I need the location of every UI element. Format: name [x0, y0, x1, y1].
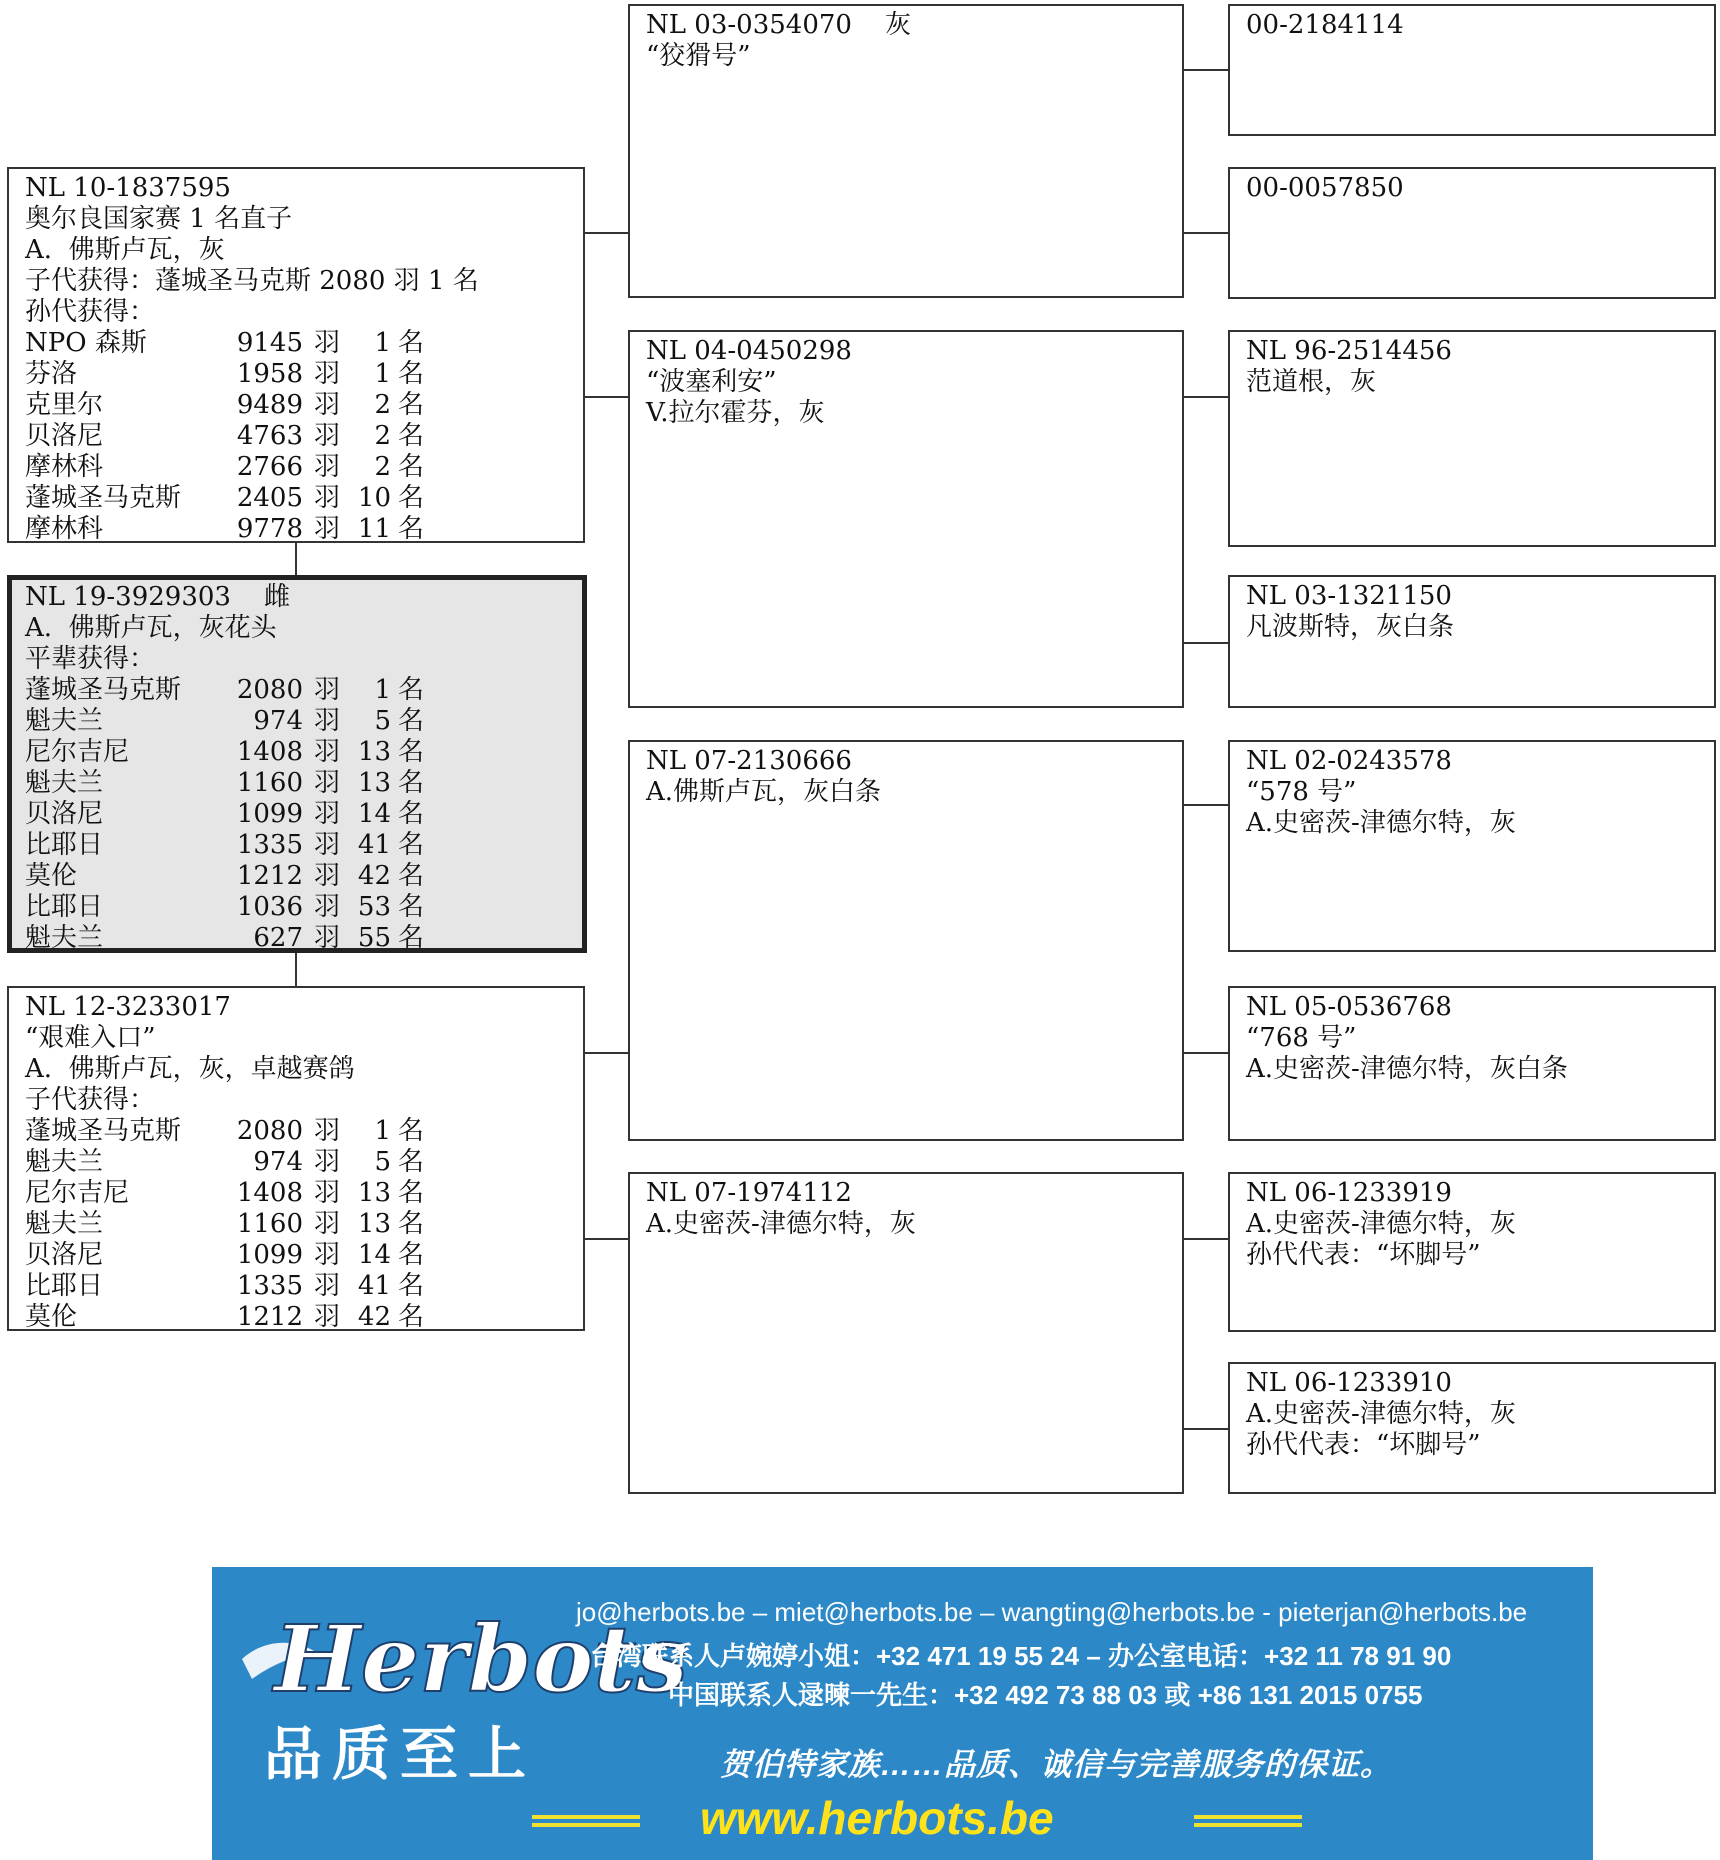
- result-location: 魁夫兰: [25, 706, 104, 736]
- card-line: A.史密茨-津德尔特，灰白条: [1246, 1054, 1568, 1084]
- result-location: 尼尔吉尼: [25, 737, 130, 767]
- result-suffix: 名: [397, 421, 424, 451]
- result-unit: 羽: [313, 892, 340, 922]
- result-row: [25, 1302, 569, 1333]
- result-suffix: 名: [397, 830, 424, 860]
- result-suffix: 名: [397, 675, 424, 705]
- connector: [1182, 642, 1228, 644]
- result-rank: 10: [357, 483, 391, 513]
- result-rank: 41: [357, 830, 391, 860]
- result-birds: 1160: [236, 768, 303, 798]
- great-grandparent-card: [1228, 330, 1716, 547]
- result-row: [25, 1178, 569, 1209]
- dam-ring: NL 12-3233017: [25, 992, 231, 1022]
- result-location: 摩林科: [25, 452, 104, 482]
- result-suffix: 名: [397, 1178, 424, 1208]
- dam-info-line: 子代获得：: [25, 1085, 156, 1115]
- dam-results: [25, 1116, 569, 1333]
- sire-info-line: 子代获得：蓬城圣马克斯 2080 羽 1 名: [25, 266, 479, 296]
- result-rank: 41: [357, 1271, 391, 1301]
- result-location: 比耶日: [25, 830, 104, 860]
- result-birds: 627: [253, 923, 303, 953]
- result-location: 蓬城圣马克斯: [25, 483, 182, 513]
- website-link[interactable]: www.herbots.be: [700, 1792, 1054, 1844]
- result-unit: 羽: [313, 706, 340, 736]
- result-suffix: 名: [397, 452, 424, 482]
- dam-card: [7, 986, 585, 1331]
- result-birds: 1408: [236, 1178, 303, 1208]
- result-row: [25, 830, 570, 861]
- result-unit: 羽: [313, 1178, 340, 1208]
- result-birds: 2766: [236, 452, 303, 482]
- logo-text: Herbots: [274, 1605, 688, 1713]
- card-line: NL 96-2514456: [1246, 336, 1452, 366]
- result-location: 贝洛尼: [25, 421, 104, 451]
- card-line: 孙代代表：“坏脚号”: [1246, 1240, 1481, 1270]
- card-line: NL 07-2130666: [646, 746, 852, 776]
- card-line: 孙代代表：“坏脚号”: [1246, 1430, 1481, 1460]
- result-birds: 1335: [236, 1271, 303, 1301]
- result-row: [25, 328, 569, 359]
- result-suffix: 名: [397, 768, 424, 798]
- great-grandparent-card: [1228, 1362, 1716, 1494]
- result-rank: 13: [357, 768, 391, 798]
- result-rank: 1: [374, 1116, 391, 1146]
- result-rank: 53: [357, 892, 391, 922]
- connector: [584, 396, 628, 398]
- great-grandparent-card: [1228, 4, 1716, 136]
- card-line: A.佛斯卢瓦，灰白条: [646, 777, 882, 807]
- sire-info-line: 孙代获得：: [25, 297, 156, 327]
- result-location: 魁夫兰: [25, 1147, 104, 1177]
- result-suffix: 名: [397, 737, 424, 767]
- result-location: NPO 森斯: [25, 328, 147, 358]
- result-location: 比耶日: [25, 892, 104, 922]
- result-unit: 羽: [313, 675, 340, 705]
- card-line: NL 05-0536768: [1246, 992, 1452, 1022]
- result-location: 魁夫兰: [25, 923, 104, 953]
- result-location: 芬洛: [25, 359, 78, 389]
- result-rank: 55: [357, 923, 391, 953]
- decor-line: [1194, 1823, 1302, 1827]
- decor-line: [532, 1815, 640, 1819]
- result-unit: 羽: [313, 830, 340, 860]
- card-line: NL 03-0354070 灰: [646, 10, 912, 40]
- result-row: [25, 1116, 569, 1147]
- decor-line: [1194, 1815, 1302, 1819]
- result-rank: 1: [374, 359, 391, 389]
- subject-card: [7, 575, 587, 953]
- result-unit: 羽: [313, 390, 340, 420]
- connector: [1182, 1428, 1228, 1430]
- great-grandparent-card: [1228, 167, 1716, 299]
- result-unit: 羽: [313, 1240, 340, 1270]
- result-suffix: 名: [397, 1271, 424, 1301]
- grandparent-card: [628, 330, 1184, 708]
- result-location: 魁夫兰: [25, 1209, 104, 1239]
- connector: [584, 232, 628, 234]
- card-line: “768 号”: [1246, 1023, 1357, 1053]
- card-line: NL 04-0450298: [646, 336, 852, 366]
- card-line: “狡猾号”: [646, 41, 751, 71]
- result-unit: 羽: [313, 768, 340, 798]
- result-row: [25, 359, 569, 390]
- result-location: 克里尔: [25, 390, 104, 420]
- connector: [295, 542, 297, 576]
- card-line: A.史密茨-津德尔特，灰: [646, 1209, 916, 1239]
- result-suffix: 名: [397, 1209, 424, 1239]
- result-rank: 5: [374, 1147, 391, 1177]
- result-row: [25, 1147, 569, 1178]
- sire-info-line: A. 佛斯卢瓦，灰: [25, 235, 225, 265]
- contact-emails: jo@herbots.be – miet@herbots.be – wangting@herbots.be - pieterjan@herbots.be: [576, 1597, 1528, 1627]
- result-suffix: 名: [397, 359, 424, 389]
- card-line: V.拉尔霍芬，灰: [646, 398, 825, 428]
- result-row: [25, 675, 570, 706]
- result-rank: 2: [374, 421, 391, 451]
- result-row: [25, 1271, 569, 1302]
- sire-card: [7, 167, 585, 543]
- result-birds: 1099: [236, 1240, 303, 1270]
- result-unit: 羽: [313, 1147, 340, 1177]
- sire-info-line: 奥尔良国家赛 1 名直子: [25, 204, 293, 234]
- result-row: [25, 452, 569, 483]
- result-unit: 羽: [313, 452, 340, 482]
- result-location: 比耶日: [25, 1271, 104, 1301]
- subject-heading: 平辈获得：: [25, 644, 156, 674]
- connector: [295, 952, 297, 986]
- card-line: 00-2184114: [1246, 10, 1404, 40]
- result-location: 贝洛尼: [25, 799, 104, 829]
- card-line: A.史密茨-津德尔特，灰: [1246, 1399, 1516, 1429]
- result-unit: 羽: [313, 328, 340, 358]
- result-location: 贝洛尼: [25, 1240, 104, 1270]
- result-rank: 42: [357, 1302, 391, 1332]
- card-line: “波塞利安”: [646, 367, 777, 397]
- result-suffix: 名: [397, 1302, 424, 1332]
- connector: [1182, 69, 1228, 71]
- card-line: A.史密茨-津德尔特，灰: [1246, 808, 1516, 838]
- connector: [1182, 1052, 1228, 1054]
- result-suffix: 名: [397, 390, 424, 420]
- card-line: NL 06-1233910: [1246, 1368, 1452, 1398]
- result-row: [25, 737, 570, 768]
- result-unit: 羽: [313, 514, 340, 544]
- great-grandparent-card: [1228, 575, 1716, 708]
- result-unit: 羽: [313, 1116, 340, 1146]
- grandparent-card: [628, 4, 1184, 298]
- connector: [584, 1052, 628, 1054]
- connector: [1182, 1238, 1228, 1240]
- result-rank: 1: [374, 675, 391, 705]
- result-unit: 羽: [313, 1271, 340, 1301]
- result-row: [25, 514, 569, 545]
- result-birds: 1036: [236, 892, 303, 922]
- result-unit: 羽: [313, 1302, 340, 1332]
- result-unit: 羽: [313, 1209, 340, 1239]
- result-rank: 2: [374, 390, 391, 420]
- result-suffix: 名: [397, 483, 424, 513]
- herbots-banner: [212, 1567, 1593, 1860]
- result-suffix: 名: [397, 706, 424, 736]
- dam-info-line: A. 佛斯卢瓦，灰，卓越赛鸽: [25, 1054, 355, 1084]
- result-rank: 2: [374, 452, 391, 482]
- result-suffix: 名: [397, 799, 424, 829]
- card-line: A.史密茨-津德尔特，灰: [1246, 1209, 1516, 1239]
- result-row: [25, 483, 569, 514]
- result-location: 尼尔吉尼: [25, 1178, 130, 1208]
- result-row: [25, 1209, 569, 1240]
- card-line: “578 号”: [1246, 777, 1357, 807]
- great-grandparent-card: [1228, 740, 1716, 952]
- result-suffix: 名: [397, 328, 424, 358]
- result-location: 魁夫兰: [25, 768, 104, 798]
- connector: [584, 1238, 628, 1240]
- result-birds: 4763: [236, 421, 303, 451]
- result-birds: 1099: [236, 799, 303, 829]
- result-unit: 羽: [313, 861, 340, 891]
- result-rank: 1: [374, 328, 391, 358]
- result-row: [25, 706, 570, 737]
- result-unit: 羽: [313, 799, 340, 829]
- result-birds: 974: [253, 706, 303, 736]
- great-grandparent-card: [1228, 986, 1716, 1141]
- result-birds: 9145: [236, 328, 303, 358]
- result-birds: 9778: [236, 514, 303, 544]
- sire-ring: NL 10-1837595: [25, 173, 231, 203]
- result-rank: 13: [357, 737, 391, 767]
- result-rank: 11: [357, 514, 391, 544]
- decor-line: [532, 1823, 640, 1827]
- card-line: NL 07-1974112: [646, 1178, 852, 1208]
- subject-sex: 雌: [264, 582, 291, 612]
- grandparent-card: [628, 740, 1184, 1141]
- result-birds: 1160: [236, 1209, 303, 1239]
- result-rank: 13: [357, 1209, 391, 1239]
- sire-results: [25, 328, 569, 545]
- contact-china: 中国联系人逯暕一先生：+32 492 73 88 03 或 +86 131 2015 0755: [668, 1680, 1423, 1710]
- result-unit: 羽: [313, 737, 340, 767]
- result-unit: 羽: [313, 421, 340, 451]
- result-birds: 9489: [236, 390, 303, 420]
- result-location: 蓬城圣马克斯: [25, 1116, 182, 1146]
- result-suffix: 名: [397, 1147, 424, 1177]
- card-line: NL 02-0243578: [1246, 746, 1452, 776]
- subject-ring: NL 19-3929303: [25, 582, 231, 612]
- subject-ring-line: [25, 582, 570, 613]
- result-birds: 974: [253, 1147, 303, 1177]
- card-line: 凡波斯特，灰白条: [1246, 612, 1455, 642]
- result-suffix: 名: [397, 923, 424, 953]
- tagline: 贺伯特家族……品质、诚信与完善服务的保证。: [720, 1747, 1392, 1782]
- result-birds: 1335: [236, 830, 303, 860]
- result-location: 莫伦: [25, 1302, 78, 1332]
- result-row: [25, 861, 570, 892]
- contact-taiwan: 台湾联系人卢婉婷小姐：+32 471 19 55 24 – 办公室电话：+32 11 78 91 90: [590, 1641, 1452, 1671]
- dam-info-line: “艰难入口”: [25, 1023, 156, 1053]
- subject-breeder: A. 佛斯卢瓦，灰花头: [25, 613, 277, 643]
- result-row: [25, 768, 570, 799]
- result-location: 蓬城圣马克斯: [25, 675, 182, 705]
- result-row: [25, 799, 570, 830]
- result-location: 摩林科: [25, 514, 104, 544]
- result-suffix: 名: [397, 1116, 424, 1146]
- connector: [1182, 396, 1228, 398]
- result-birds: 1408: [236, 737, 303, 767]
- card-line: NL 06-1233919: [1246, 1178, 1452, 1208]
- result-row: [25, 892, 570, 923]
- result-suffix: 名: [397, 892, 424, 922]
- result-suffix: 名: [397, 514, 424, 544]
- card-line: 范道根，灰: [1246, 367, 1377, 397]
- result-suffix: 名: [397, 861, 424, 891]
- result-row: [25, 390, 569, 421]
- result-unit: 羽: [313, 359, 340, 389]
- result-birds: 1212: [236, 1302, 303, 1332]
- result-birds: 1212: [236, 861, 303, 891]
- connector: [1182, 232, 1228, 234]
- result-rank: 42: [357, 861, 391, 891]
- result-row: [25, 923, 570, 954]
- herbots-logo: [234, 1599, 688, 1719]
- result-rank: 5: [374, 706, 391, 736]
- result-suffix: 名: [397, 1240, 424, 1270]
- great-grandparent-card: [1228, 1172, 1716, 1332]
- result-birds: 2080: [236, 1116, 303, 1146]
- result-unit: 羽: [313, 483, 340, 513]
- result-row: [25, 1240, 569, 1271]
- result-birds: 2405: [236, 483, 303, 513]
- result-rank: 14: [357, 1240, 391, 1270]
- connector: [1182, 804, 1228, 806]
- result-birds: 1958: [236, 359, 303, 389]
- subject-results: [25, 675, 570, 954]
- result-rank: 14: [357, 799, 391, 829]
- card-line: 00-0057850: [1246, 173, 1404, 203]
- card-line: NL 03-1321150: [1246, 581, 1452, 611]
- grandparent-card: [628, 1172, 1184, 1494]
- result-row: [25, 421, 569, 452]
- result-location: 莫伦: [25, 861, 78, 891]
- result-unit: 羽: [313, 923, 340, 953]
- result-birds: 2080: [236, 675, 303, 705]
- result-rank: 13: [357, 1178, 391, 1208]
- slogan: 品质至上: [264, 1720, 537, 1788]
